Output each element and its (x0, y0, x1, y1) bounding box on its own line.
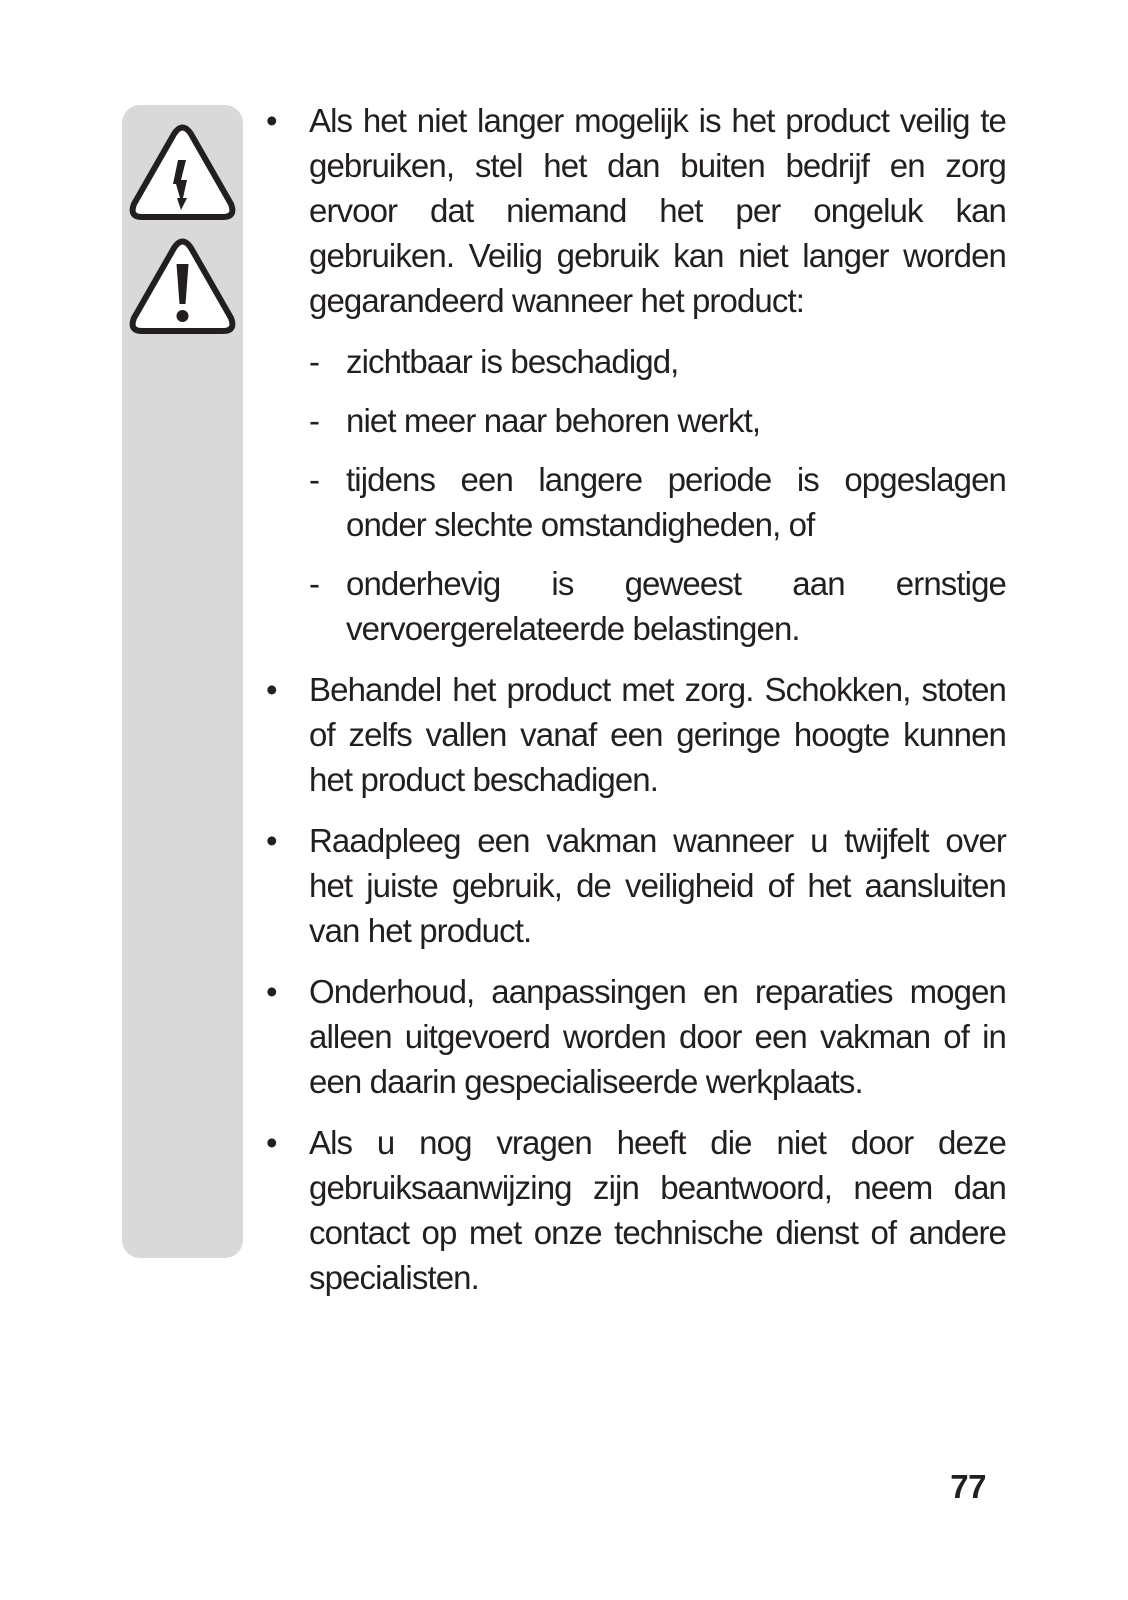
sub-list-item (309, 457, 1006, 547)
list-item (266, 969, 1006, 1104)
list-item-text: Raadpleeg een vakman wanneer u twijfelt over het juiste gebruik, de veiligheid of het aansluiten van het product. (309, 822, 1006, 949)
list-item-text: Als het niet langer mogelijk is het product veilig te gebruiken, stel het dan buiten bedrijf en zorg ervoor dat niemand het per ongeluk kan gebruiken. Veilig gebruik kan niet langer worden gegarandeerd wanneer het product: (309, 102, 1006, 319)
general-warning-icon (127, 236, 238, 340)
condition-sublist (309, 339, 1006, 651)
list-item (266, 1120, 1006, 1300)
bullet-mark: • (266, 671, 277, 708)
sub-list-item-text: onderhevig is geweest aan ernstige vervoergerelateerde belastingen. (346, 565, 1006, 647)
dash-mark: - (309, 565, 320, 602)
sub-list-item (309, 398, 1006, 443)
list-item (266, 818, 1006, 953)
sub-list-item (309, 339, 1006, 384)
dash-mark: - (309, 343, 320, 380)
high-voltage-warning-icon (127, 122, 238, 226)
list-item-text: Behandel het product met zorg. Schokken, stoten of zelfs vallen vanaf een geringe hoogte kunnen het product beschadigen. (309, 671, 1006, 798)
bullet-mark: • (266, 973, 277, 1010)
safety-instructions-list (266, 98, 1006, 1316)
list-item (266, 667, 1006, 802)
bullet-mark: • (266, 1124, 277, 1161)
sub-list-item (309, 561, 1006, 651)
dash-mark: - (309, 461, 320, 498)
list-item (266, 98, 1006, 651)
dash-mark: - (309, 402, 320, 439)
bullet-mark: • (266, 102, 277, 139)
sub-list-item-text: tijdens een langere periode is opgeslagen onder slechte omstandigheden, of (346, 461, 1006, 543)
sub-list-item-text: niet meer naar behoren werkt, (346, 402, 761, 439)
list-item-text: Als u nog vragen heeft die niet door deze gebruiksaanwijzing zijn beantwoord, neem dan contact op met onze technische dienst of andere specialisten. (309, 1124, 1006, 1296)
page-number: 77 (950, 1468, 986, 1505)
list-item-text: Onderhoud, aanpassingen en reparaties mogen alleen uitgevoerd worden door een vakman of in een daarin gespecialiseerde werkplaats. (309, 973, 1006, 1100)
sub-list-item-text: zichtbaar is beschadigd, (346, 343, 679, 380)
bullet-mark: • (266, 822, 277, 859)
